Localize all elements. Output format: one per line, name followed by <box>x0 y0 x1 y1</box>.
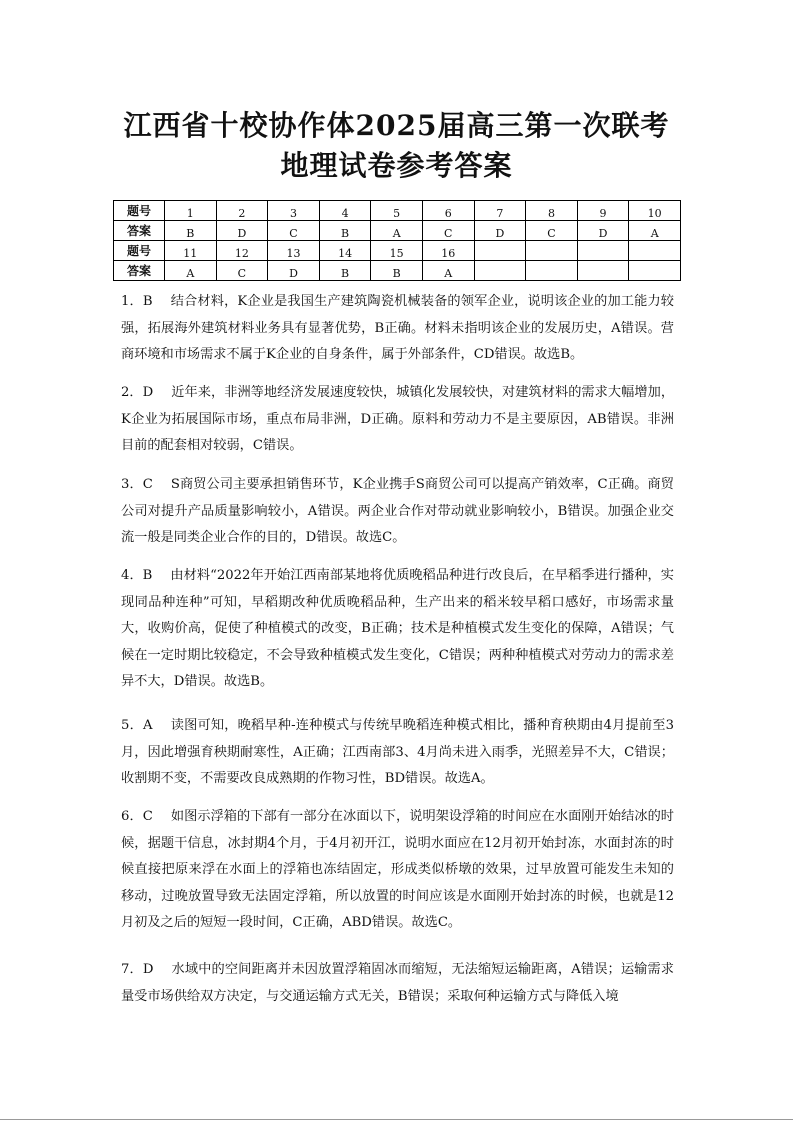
table-cell <box>629 241 681 261</box>
table-cell <box>629 261 681 281</box>
explanation-text: 如图示浮箱的下部有一部分在冰面以下，说明架设浮箱的时间应在水面刚开始结冰的时候，据题干信息，冰封期4个月，于4月初开江，说明水面应在12月初开始封冻，水面封冻的时候直接把原来浮在水面上的浮箱也冻结固定，形成类似桥墩的效果，过早放置可能发生未知的移动，过晚放置导致无法固定浮箱，所以放置的时间应该是水面刚开始封冻的时候，也就是12月初及之后的短短一段时间，C正确，ABD错误。故选C。 <box>121 809 674 930</box>
question-number: 2．D <box>121 385 154 400</box>
table-row-question-1 <box>114 201 681 221</box>
table-cell: D <box>216 221 268 241</box>
explanation-text: S商贸公司主要承担销售环节，K企业携手S商贸公司可以提高产销效率，C正确。商贸公司对提升产品质量影响较小，A错误。两企业合作对带动就业影响较小，B错误。加强企业交流一般是同类企业合作的目的，D错误。故选C。 <box>121 477 674 545</box>
table-cell: 12 <box>216 241 268 261</box>
table-cell: B <box>165 221 217 241</box>
row-label-answer: 答案 <box>114 221 165 241</box>
table-cell: A <box>371 221 423 241</box>
table-cell: 8 <box>526 201 578 221</box>
page-title: 江西省十校协作体2025届高三第一次联考 <box>123 109 670 142</box>
question-number: 3．C <box>121 477 153 492</box>
table-cell: 2 <box>216 201 268 221</box>
table-cell: 4 <box>319 201 371 221</box>
explanation-text: 近年来，非洲等地经济发展速度较快，城镇化发展较快，对建筑材料的需求大幅增加，K企业为拓展国际市场，重点布局非洲，D正确。原料和劳动力不是主要原因，AB错误。非洲目前的配套相对较弱，C错误。 <box>121 385 675 453</box>
table-cell: C <box>268 221 320 241</box>
table-cell: A <box>165 261 217 281</box>
table-row-answer-1 <box>114 221 681 241</box>
table-cell: A <box>422 261 474 281</box>
table-cell: C <box>216 261 268 281</box>
table-cell <box>577 261 629 281</box>
table-cell: 13 <box>268 241 320 261</box>
explanation-3 <box>121 472 674 552</box>
table-cell: B <box>371 261 423 281</box>
question-number: 1．B <box>121 294 153 309</box>
table-cell: D <box>268 261 320 281</box>
table-row-question-2 <box>114 241 681 261</box>
table-cell <box>526 241 578 261</box>
table-cell <box>577 241 629 261</box>
explanation-7 <box>121 957 674 1010</box>
table-cell <box>474 261 526 281</box>
table-cell: 3 <box>268 201 320 221</box>
row-label-question: 题号 <box>114 201 165 221</box>
table-cell: 11 <box>165 241 217 261</box>
table-cell: A <box>629 221 681 241</box>
row-label-answer: 答案 <box>114 261 165 281</box>
explanation-text: 水域中的空间距离并未因放置浮箱固冰而缩短，无法缩短运输距离，A错误；运输需求量受市场供给双方决定，与交通运输方式无关，B错误；采取何种运输方式与降低入境 <box>121 962 674 1004</box>
explanation-2 <box>121 380 674 460</box>
explanation-1 <box>121 289 674 369</box>
explanation-5 <box>121 713 674 793</box>
table-cell: 9 <box>577 201 629 221</box>
explanation-6 <box>121 804 674 937</box>
table-cell: 6 <box>422 201 474 221</box>
question-number: 6．C <box>121 809 153 824</box>
explanation-4 <box>121 563 674 696</box>
question-number: 5．A <box>121 718 153 733</box>
table-cell: 14 <box>319 241 371 261</box>
table-cell: 10 <box>629 201 681 221</box>
question-number: 7．D <box>121 962 154 977</box>
answer-table <box>113 200 681 281</box>
row-label-question: 题号 <box>114 241 165 261</box>
table-cell <box>474 241 526 261</box>
table-cell: B <box>319 261 371 281</box>
question-number: 4．B <box>121 568 153 583</box>
table-cell: 16 <box>422 241 474 261</box>
table-cell <box>526 261 578 281</box>
table-cell: 1 <box>165 201 217 221</box>
table-cell: B <box>319 221 371 241</box>
explanation-text: 由材料“2022年开始江西南部某地将优质晚稻品种进行改良后，在早稻季进行播种，实现同品种连种”可知，早稻期改种优质晚稻品种，生产出来的稻米较早稻口感好，市场需求量大，收购价高，促使了种植模式的改变，B正确；技术是种植模式发生变化的保障，A错误；气候在一定时期比较稳定，不会导致种植模式发生变化，C错误；两种种植模式对劳动力的需求差异不大，D错误。故选B。 <box>121 568 674 689</box>
explanation-text: 结合材料，K企业是我国生产建筑陶瓷机械装备的领军企业，说明该企业的加工能力较强，拓展海外建筑材料业务具有显著优势，B正确。材料未指明该企业的发展历史，A错误。营商环境和市场需求不属于K企业的自身条件，属于外部条件，CD错误。故选B。 <box>121 294 674 362</box>
table-cell: 15 <box>371 241 423 261</box>
table-row-answer-2 <box>114 261 681 281</box>
table-cell: 5 <box>371 201 423 221</box>
table-cell: C <box>526 221 578 241</box>
explanation-text: 读图可知，晚稻早种-连种模式与传统早晚稻连种模式相比，播种育秧期由4月提前至3月，因此增强育秧期耐寒性，A正确；江西南部3、4月尚未进入雨季，光照差异不大，C错误；收割期不变，不需要改良成熟期的作物习性，BD错误。故选A。 <box>121 718 675 786</box>
page-subtitle: 地理试卷参考答案 <box>280 149 513 182</box>
table-cell: D <box>474 221 526 241</box>
page-bottom-divider <box>0 1119 793 1120</box>
table-cell: C <box>422 221 474 241</box>
table-cell: D <box>577 221 629 241</box>
table-cell: 7 <box>474 201 526 221</box>
